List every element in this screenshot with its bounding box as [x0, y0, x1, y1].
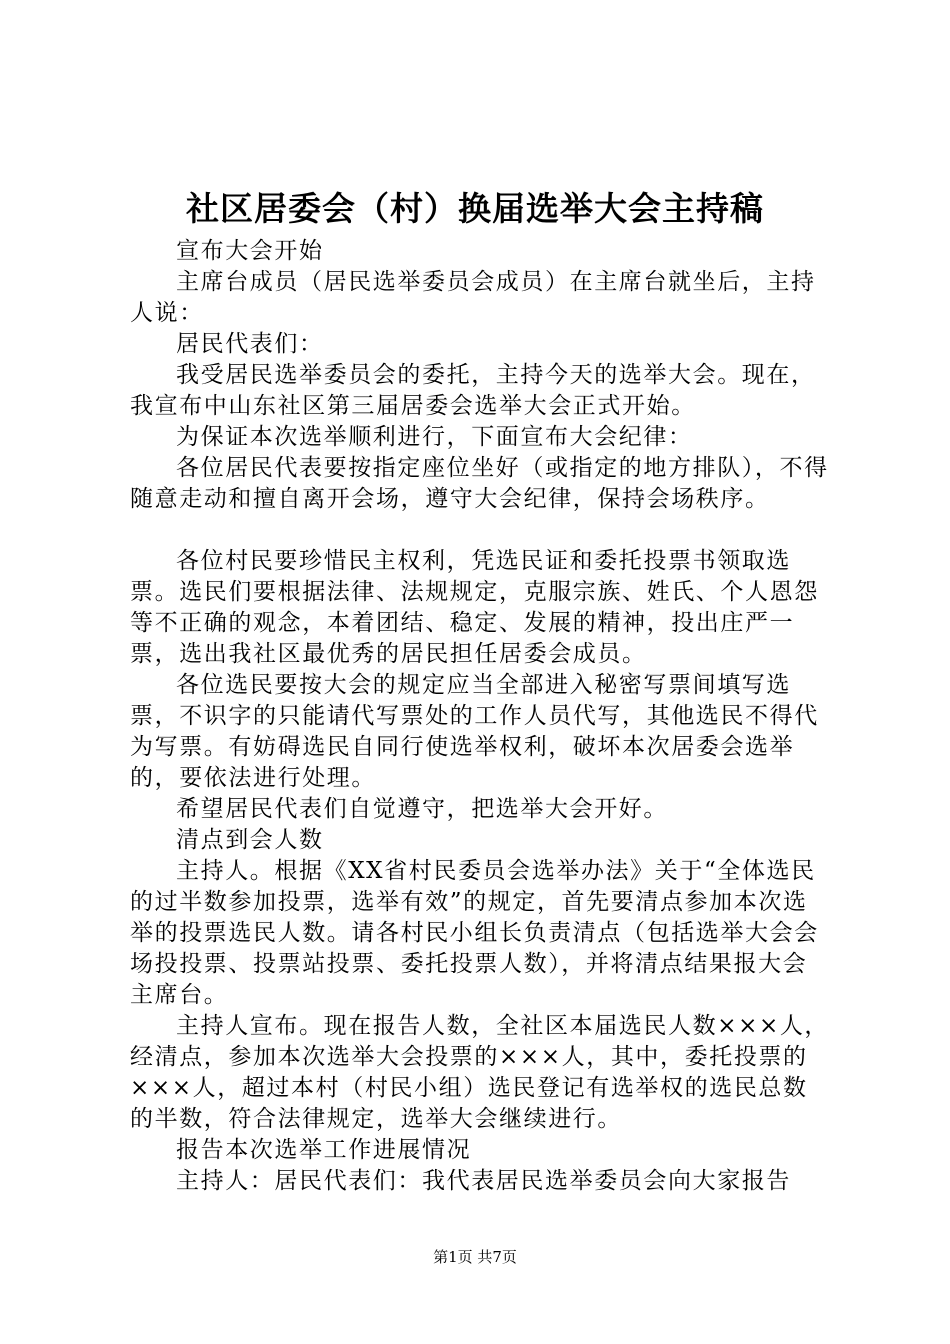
document-title: 社区居委会（村）换届选举大会主持稿 — [186, 189, 764, 228]
page-number-footer: 第1页 共7页 — [433, 1248, 517, 1266]
paragraph-12: 主持人宣布。现在报告人数，全社区本届选民人数×××人，经清点，参加本次选举大会投票的×××人，其中，委托投票的×××人，超过本村（村民小组）选民登记有选举权的选民总数的半数，符合法律规定，选举大会继续进行。 — [130, 1013, 830, 1132]
paragraph-7: 各位村民要珍惜民主权利，凭选民证和委托投票书领取选票。选民们要根据法律、法规规定，克服宗族、姓氏、个人恩怨等不正确的观念，本着团结、稳定、发展的精神，投出庄严一票，选出我社区最优秀的居民担任居委会成员。 — [130, 548, 819, 667]
paragraph-3: 居民代表们： — [176, 331, 324, 357]
paragraph-2: 主席台成员（居民选举委员会成员）在主席台就坐后，主持人说： — [130, 269, 816, 326]
paragraph-9: 希望居民代表们自觉遵守，把选举大会开好。 — [176, 796, 668, 822]
paragraph-6: 各位居民代表要按指定座位坐好（或指定的地方排队），不得随意走动和擅自离开会场，遵守大会纪律，保持会场秩序。 — [130, 455, 829, 512]
paragraph-8: 各位选民要按大会的规定应当全部进入秘密写票间填写选票，不识字的只能请代写票处的工作人员代写，其他选民不得代为写票。有妨碍选民自同行使选举权利，破坏本次居委会选举的，要依法进行处理。 — [130, 672, 819, 791]
paragraph-14: 主持人：居民代表们：我代表居民选举委员会向大家报告 — [176, 1168, 791, 1194]
paragraph-10: 清点到会人数 — [176, 827, 324, 853]
paragraph-13: 报告本次选举工作进展情况 — [176, 1137, 472, 1163]
paragraph-1: 宣布大会开始 — [176, 238, 324, 264]
document-body — [130, 236, 830, 1197]
blank-line — [130, 515, 830, 546]
paragraph-11: 主持人。根据《XX省村民委员会选举办法》关于“全体选民的过半数参加投票，选举有效”的规定，首先要清点参加本次选举的投票选民人数。请各村民小组长负责清点（包括选举大会会场投投票、投票站投票、委托投票人数），并将清点结果报大会主席台。 — [130, 858, 819, 1008]
paragraph-5: 为保证本次选举顺利进行，下面宣布大会纪律： — [176, 424, 693, 450]
paragraph-4: 我受居民选举委员会的委托，主持今天的选举大会。现在，我宣布中山东社区第三届居委会选举大会正式开始。 — [130, 362, 816, 419]
